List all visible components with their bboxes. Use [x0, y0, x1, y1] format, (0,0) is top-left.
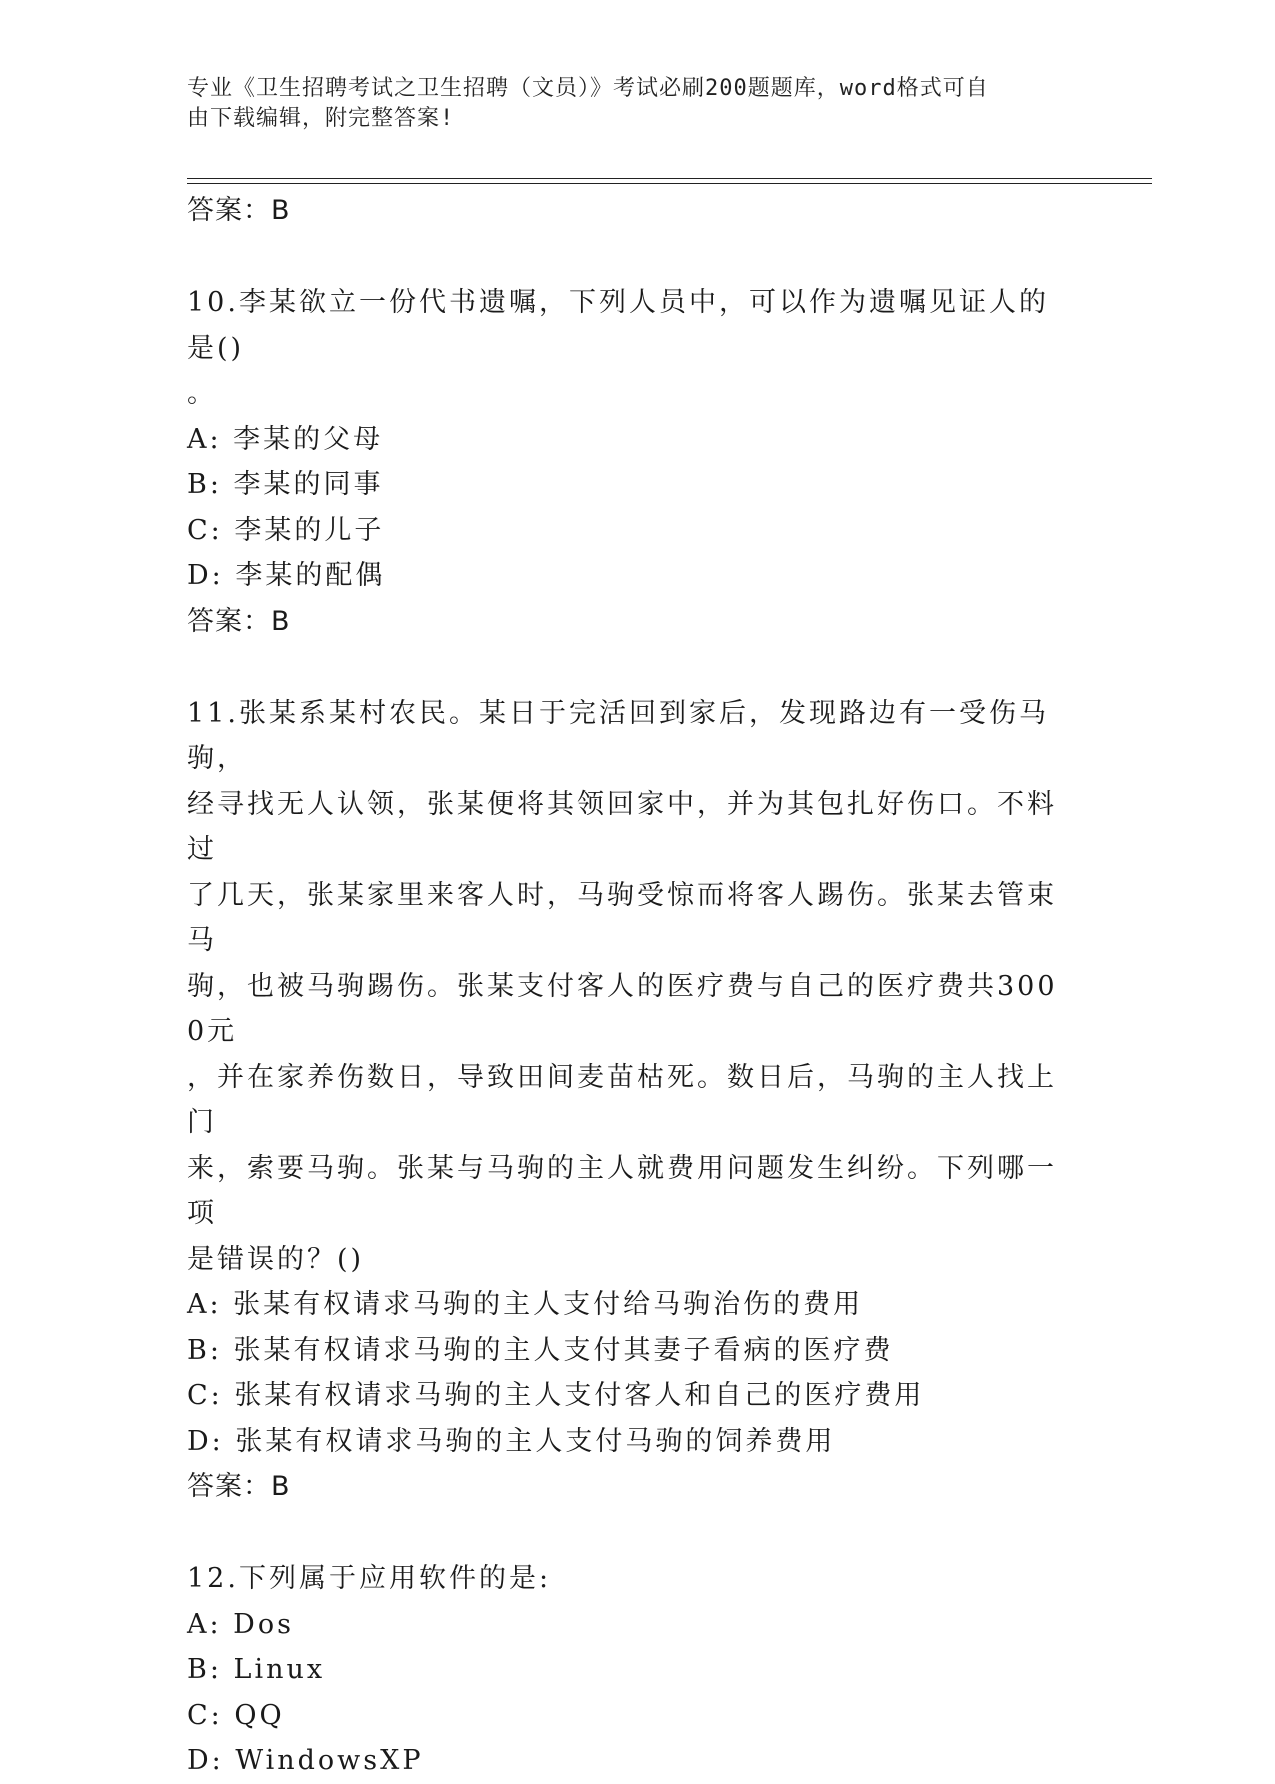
option-b: B: Linux	[187, 1654, 326, 1685]
answer-line: 答案：B	[187, 1471, 291, 1502]
question-10	[187, 280, 1087, 645]
option-c: C: 张某有权请求马驹的主人支付客人和自己的医疗费用	[187, 1380, 925, 1411]
option-b: B: 张某有权请求马驹的主人支付其妻子看病的医疗费	[187, 1334, 894, 1366]
header-divider-bottom	[187, 183, 1152, 184]
document-header	[187, 74, 1067, 134]
question-text-line: 11.张某系某村农民。某日于完活回到家后，发现路边有一受伤马驹，	[187, 697, 1049, 774]
header-divider-top	[187, 178, 1152, 179]
question-text-tail: 。	[187, 378, 217, 409]
question-text-line: 来，索要马驹。张某与马驹的主人就费用问题发生纠纷。下列哪一项	[187, 1152, 1057, 1229]
answer-line: 答案：B	[187, 605, 291, 637]
option-a: A: Dos	[187, 1608, 294, 1640]
question-text: 10.李某欲立一份代书遗嘱，下列人员中，可以作为遗嘱见证人的是()	[187, 287, 1049, 364]
question-list	[187, 188, 1087, 1784]
question-text-line: 驹，也被马驹踢伤。张某支付客人的医疗费与自己的医疗费共3000元	[187, 970, 1058, 1047]
question-text-line: 了几天，张某家里来客人时，马驹受惊而将客人踢伤。张某去管束马	[187, 879, 1057, 956]
option-d: D: 李某的配偶	[187, 560, 386, 591]
question-text: 12.下列属于应用软件的是:	[187, 1563, 552, 1594]
option-d: D: WindowsXP	[187, 1745, 424, 1776]
option-a: A: 张某有权请求马驹的主人支付给马驹治伤的费用	[187, 1289, 864, 1320]
option-a: A: 李某的父母	[187, 423, 384, 455]
answer-line: 答案：B	[187, 195, 291, 226]
option-b: B: 李某的同事	[187, 469, 384, 500]
option-d: D: 张某有权请求马驹的主人支付马驹的饲养费用	[187, 1425, 836, 1457]
question-text-line: ，并在家养伤数日，导致田间麦苗枯死。数日后，马驹的主人找上门	[187, 1061, 1057, 1138]
question-text-line: 经寻找无人认领，张某便将其领回家中，并为其包扎好伤口。不料过	[187, 788, 1057, 865]
option-c: C: 李某的儿子	[187, 514, 385, 546]
option-c: C: QQ	[187, 1699, 285, 1731]
question-12	[187, 1556, 1087, 1784]
question-11	[187, 691, 1087, 1511]
header-line-1: 专业《卫生招聘考试之卫生招聘（文员）》考试必刷200题题库，word格式可自	[187, 76, 989, 101]
header-line-2: 由下载编辑，附完整答案!	[187, 106, 455, 131]
question-text-line: 是错误的？()	[187, 1243, 365, 1275]
